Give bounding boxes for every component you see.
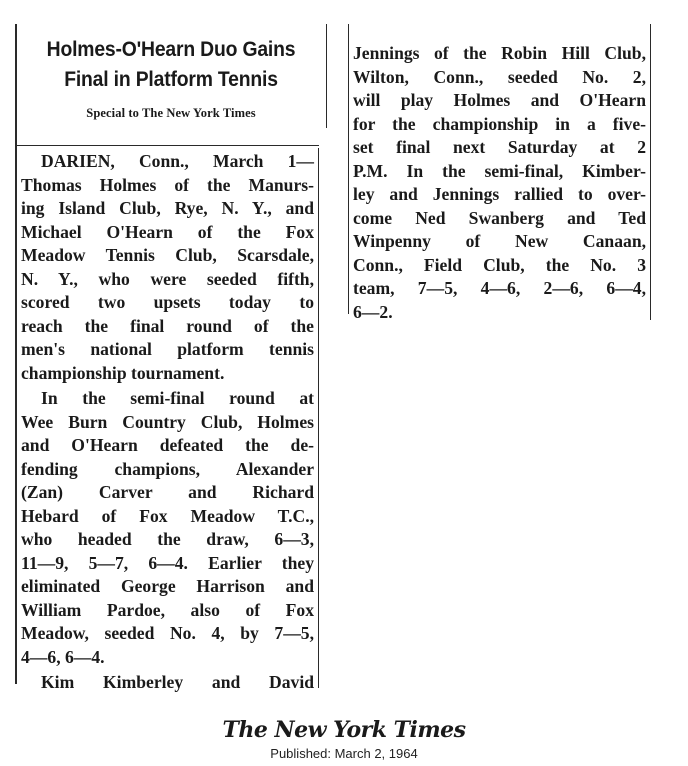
nyt-masthead-logo: The New York Times xyxy=(222,717,466,743)
text-line: set final next Saturday at 2 xyxy=(353,137,646,157)
text-line: 11—9, 5—7, 6—4. Earlier they xyxy=(21,552,314,573)
right-article-body xyxy=(353,42,646,324)
text-line: and O'Hearn defeated the de- xyxy=(21,435,314,455)
text-line: Meadow, seeded No. 4, by 7—5, xyxy=(21,623,314,643)
paragraph-1 xyxy=(21,150,314,385)
text-line: William Pardoe, also of Fox xyxy=(21,599,314,620)
text-line: men's national platform tennis xyxy=(21,339,314,359)
text-line: Thomas Holmes of the Manurs- xyxy=(21,174,314,195)
left-article-body xyxy=(21,150,314,695)
text-line: Wee Burn Country Club, Holmes xyxy=(21,411,314,432)
text-line: eliminated George Harrison and xyxy=(21,576,314,596)
text-line: DARIEN, Conn., March 1— xyxy=(41,151,314,171)
byline: Special to The New York Times xyxy=(86,106,256,120)
center-column-rule-lower xyxy=(318,148,319,688)
headline-line-2: Final in Platform Tennis xyxy=(64,67,278,91)
text-line: Wilton, Conn., seeded No. 2, xyxy=(353,66,646,87)
right-column-rule-left xyxy=(348,24,349,314)
text-line: 4—6, 6—4. xyxy=(21,646,105,667)
text-line: team, 7—5, 4—6, 2—6, 6—4, xyxy=(353,278,646,298)
text-line: for the championship in a five- xyxy=(353,113,646,134)
left-column-rule xyxy=(15,24,17,684)
center-column-rule xyxy=(326,24,327,128)
text-line: Conn., Field Club, the No. 3 xyxy=(353,254,646,275)
text-line: who headed the draw, 6—3, xyxy=(21,529,314,549)
text-line: Kim Kimberley and David xyxy=(41,672,314,692)
text-line: Jennings of the Robin Hill Club, xyxy=(353,43,646,63)
headline-block xyxy=(17,34,325,121)
byline-divider xyxy=(17,145,319,146)
text-line: championship tournament. xyxy=(21,362,225,383)
text-line: N. Y., who were seeded fifth, xyxy=(21,268,314,289)
headline-line-1: Holmes-O'Hearn Duo Gains xyxy=(46,37,296,61)
text-line: 6—2. xyxy=(353,301,393,322)
published-date: Published: March 2, 1964 xyxy=(270,746,418,761)
text-line: In the semi-final round at xyxy=(41,388,314,408)
text-line: Michael O'Hearn of the Fox xyxy=(21,221,314,242)
text-line: Hebard of Fox Meadow T.C., xyxy=(21,505,314,526)
text-line: Meadow Tennis Club, Scarsdale, xyxy=(21,245,314,265)
paragraph-2 xyxy=(21,387,314,669)
text-line: will play Holmes and O'Hearn xyxy=(353,90,646,110)
paragraph-3 xyxy=(21,671,314,695)
text-line: ley and Jennings rallied to over- xyxy=(353,184,646,204)
text-line: reach the final round of the xyxy=(21,315,314,336)
right-column-rule-right xyxy=(650,24,651,320)
text-line: ing Island Club, Rye, N. Y., and xyxy=(21,198,314,218)
text-line: fending champions, Alexander xyxy=(21,458,314,479)
text-line: scored two upsets today to xyxy=(21,292,314,312)
text-line: Winpenny of New Canaan, xyxy=(353,231,646,251)
text-line: (Zan) Carver and Richard xyxy=(21,482,314,502)
text-line: come Ned Swanberg and Ted xyxy=(353,207,646,228)
text-line: P.M. In the semi-final, Kimber- xyxy=(353,160,646,181)
